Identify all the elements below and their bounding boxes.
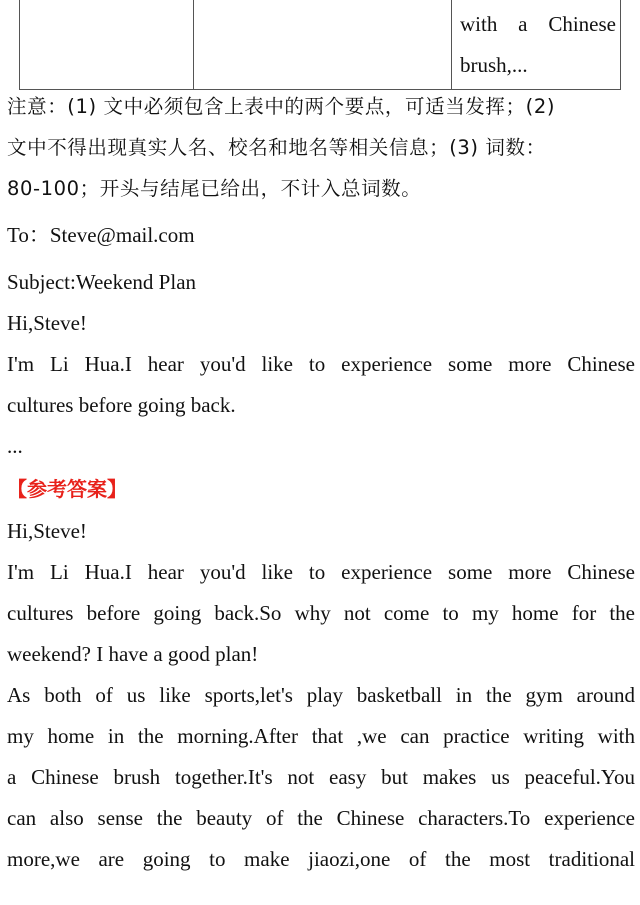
email-subject: Subject:Weekend Plan [7,270,197,294]
answer-line: a Chinese brush together.It's not easy but makes us peaceful.You [7,765,635,789]
notice-line: 文中不得出现真实人名、校名和地名等相关信息；(3) 词数： [7,136,546,159]
notice-line: 80-100；开头与结尾已给出，不计入总词数。 [7,177,422,200]
prompt-line: cultures before going back. [7,393,236,417]
answer-line: As both of us like sports,let's play basketball in the gym around [7,683,635,707]
email-to: To：Steve@mail.com [7,223,195,247]
table-cell [460,4,616,86]
table-fragment [19,0,621,90]
table-cell-line: brush,... [460,53,528,77]
table-cell-line: with a Chinese [460,12,616,36]
prompt-greeting: Hi,Steve! [7,311,87,335]
table-column-divider [451,0,452,89]
answer-line: my home in the morning.After that ,we can practice writing with [7,724,635,748]
document-body [7,84,635,880]
notice-line: 注意：(1) 文中必须包含上表中的两个要点，可适当发挥；(2) [7,95,556,118]
prompt-ellipsis: ... [7,434,23,458]
answer-line: weekend? I have a good plan! [7,642,259,666]
answer-line: I'm Li Hua.I hear you'd like to experience some more Chinese [7,560,635,584]
prompt-line: I'm Li Hua.I hear you'd like to experience some more Chinese [7,352,635,376]
table-column-divider [193,0,194,89]
answer-line: more,we are going to make jiaozi,one of the most traditional [7,847,635,871]
answer-title: 【参考答案】 [7,477,127,501]
answer-line: cultures before going back.So why not come to my home for the [7,601,635,625]
answer-greeting: Hi,Steve! [7,519,87,543]
answer-line: can also sense the beauty of the Chinese characters.To experience [7,806,635,830]
